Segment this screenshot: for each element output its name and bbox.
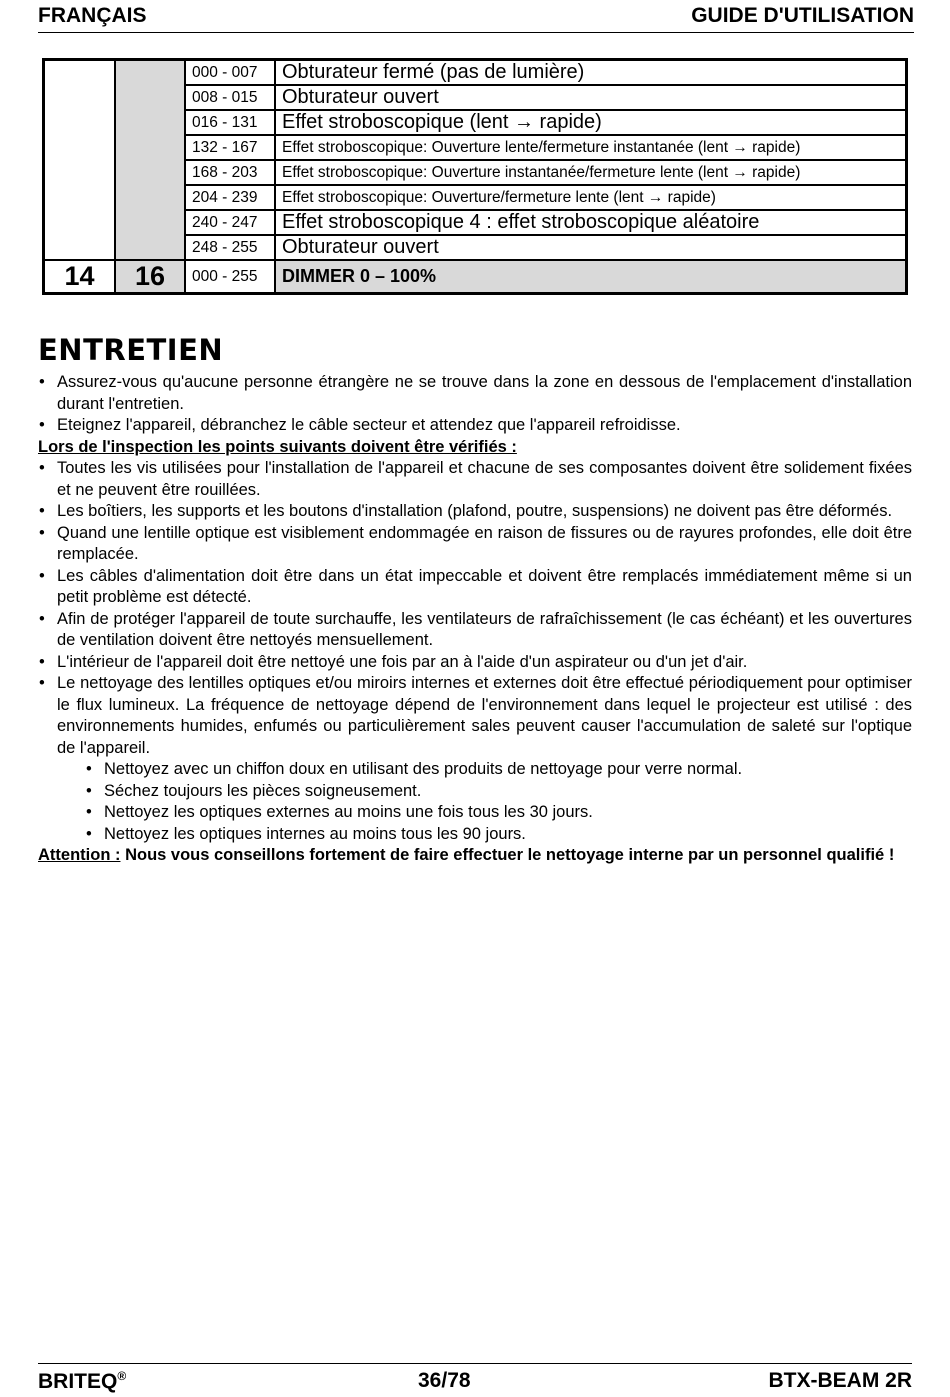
brand-name: BRITEQ — [38, 1370, 118, 1393]
function-description: Effet stroboscopique: Ouverture instantanée/fermeture lente (lent → rapide) — [275, 160, 907, 185]
list-item-text: Assurez-vous qu'aucune personne étrangère ne se trouve dans la zone en dessous de l'emplacement d'installation durant l'entretien. — [57, 373, 912, 413]
function-description: DIMMER 0 – 100% — [275, 260, 907, 294]
list-item — [38, 566, 912, 609]
channel-number: 16 — [115, 260, 185, 294]
list-item-text: Les boîtiers, les supports et les boutons d'installation (plafond, poutre, suspensions) ne doivent pas être déformés. — [57, 502, 893, 520]
page-number: 36/78 — [418, 1369, 471, 1392]
list-item — [38, 415, 912, 437]
value-range: 204 - 239 — [185, 185, 275, 210]
list-item — [38, 372, 912, 415]
list-item-text: Nettoyez les optiques externes au moins une fois tous les 30 jours. — [104, 803, 593, 821]
list-item-text: L'intérieur de l'appareil doit être nettoyé une fois par an à l'aide d'un aspirateur ou d'un jet d'air. — [57, 652, 748, 671]
attention-text: Nous vous conseillons fortement de faire effectuer le nettoyage interne par un personnel qualifié ! — [120, 846, 895, 864]
channel-number: 14 — [44, 260, 116, 294]
function-description: Obturateur ouvert — [275, 235, 907, 260]
value-range: 016 - 131 — [185, 110, 275, 135]
channel-cell — [44, 60, 116, 261]
bullet-icon: • — [86, 781, 92, 800]
sub-list-item — [85, 759, 912, 781]
bullet-icon: • — [86, 824, 92, 843]
bullet-icon: • — [39, 652, 45, 671]
list-item-text: Séchez toujours les pièces soigneusement. — [104, 781, 422, 800]
sub-list-item — [85, 824, 912, 846]
value-range: 008 - 015 — [185, 85, 275, 110]
bullet-list-cleaning — [38, 759, 912, 845]
list-item-text: Les câbles d'alimentation doit être dans un état impeccable et doivent être remplacés immédiatement même si un petit problème est détecté. — [57, 566, 912, 606]
list-item — [38, 523, 912, 566]
bullet-icon: • — [39, 609, 45, 628]
list-item-text: Toutes les vis utilisées pour l'installation de l'appareil et chacune de ses composantes doivent être solidement fixées et ne peuvent être rouillées. — [57, 459, 912, 499]
page-header — [38, 2, 914, 33]
bullet-icon: • — [39, 373, 45, 391]
bullet-icon: • — [39, 416, 45, 434]
section-body — [38, 372, 912, 867]
table-row — [44, 60, 907, 86]
function-description: Obturateur fermé (pas de lumière) — [275, 60, 907, 86]
bullet-icon: • — [39, 674, 45, 692]
list-item-text: Eteignez l'appareil, débranchez le câble secteur et attendez que l'appareil refroidisse. — [57, 416, 681, 434]
function-description: Effet stroboscopique 4 : effet stroboscopique aléatoire — [275, 210, 907, 235]
bullet-icon: • — [39, 502, 45, 520]
value-range: 000 - 007 — [185, 60, 275, 86]
header-title: GUIDE D'UTILISATION — [691, 4, 914, 27]
value-range: 240 - 247 — [185, 210, 275, 235]
value-range: 132 - 167 — [185, 135, 275, 160]
channel-cell — [115, 60, 185, 261]
list-item — [38, 609, 912, 652]
list-item — [38, 501, 912, 523]
page-footer — [38, 1363, 912, 1394]
table-row — [44, 260, 907, 294]
header-language: FRANÇAIS — [38, 4, 147, 27]
function-description: Effet stroboscopique: Ouverture/fermeture lente (lent → rapide) — [275, 185, 907, 210]
bullet-icon: • — [39, 566, 45, 585]
list-item — [38, 458, 912, 501]
dmx-channel-table — [42, 58, 908, 295]
bullet-icon: • — [86, 803, 92, 821]
attention-note — [38, 845, 912, 867]
value-range: 168 - 203 — [185, 160, 275, 185]
list-item — [38, 673, 912, 759]
bullet-list-inspection — [38, 458, 912, 759]
attention-label: Attention : — [38, 846, 121, 864]
footer-model: BTX-BEAM 2R — [768, 1369, 912, 1392]
value-range: 248 - 255 — [185, 235, 275, 260]
list-item — [38, 652, 912, 674]
footer-brand — [38, 1369, 126, 1394]
list-item-text: Le nettoyage des lentilles optiques et/ou miroirs internes et externes doit être effectué périodiquement pour optimiser le flux lumineux. La fréquence de nettoyage dépend de l'environnement dans lequel le projecteur est utilisé : des environnements humides, enfumés ou particulièrement sales peuvent causer l'accumulation de saleté sur l'optique de l'appareil. — [57, 674, 912, 757]
sub-list-item — [85, 802, 912, 824]
sub-list-item — [85, 781, 912, 803]
bullet-icon: • — [86, 760, 92, 778]
list-item-text: Afin de protéger l'appareil de toute surchauffe, les ventilateurs de rafraîchissement (le cas échéant) et les ouvertures de ventilation doivent être nettoyés mensuellement. — [57, 609, 912, 649]
function-description: Effet stroboscopique: Ouverture lente/fermeture instantanée (lent → rapide) — [275, 135, 907, 160]
list-item-text: Quand une lentille optique est visiblement endommagée en raison de fissures ou de rayures profondes, elle doit être remplacée. — [57, 523, 912, 563]
bullet-icon: • — [39, 459, 45, 477]
inspection-subheading: Lors de l'inspection les points suivants doivent être vérifiés : — [38, 437, 517, 456]
list-item-text: Nettoyez avec un chiffon doux en utilisant des produits de nettoyage pour verre normal. — [104, 760, 743, 778]
bullet-list-intro — [38, 372, 912, 437]
bullet-icon: • — [39, 523, 45, 542]
function-description: Obturateur ouvert — [275, 85, 907, 110]
registered-mark: ® — [117, 1369, 127, 1383]
list-item-text: Nettoyez les optiques internes au moins tous les 90 jours. — [104, 824, 526, 843]
section-title: ENTRETIEN — [38, 333, 224, 367]
value-range: 000 - 255 — [185, 260, 275, 294]
function-description: Effet stroboscopique (lent → rapide) — [275, 110, 907, 135]
